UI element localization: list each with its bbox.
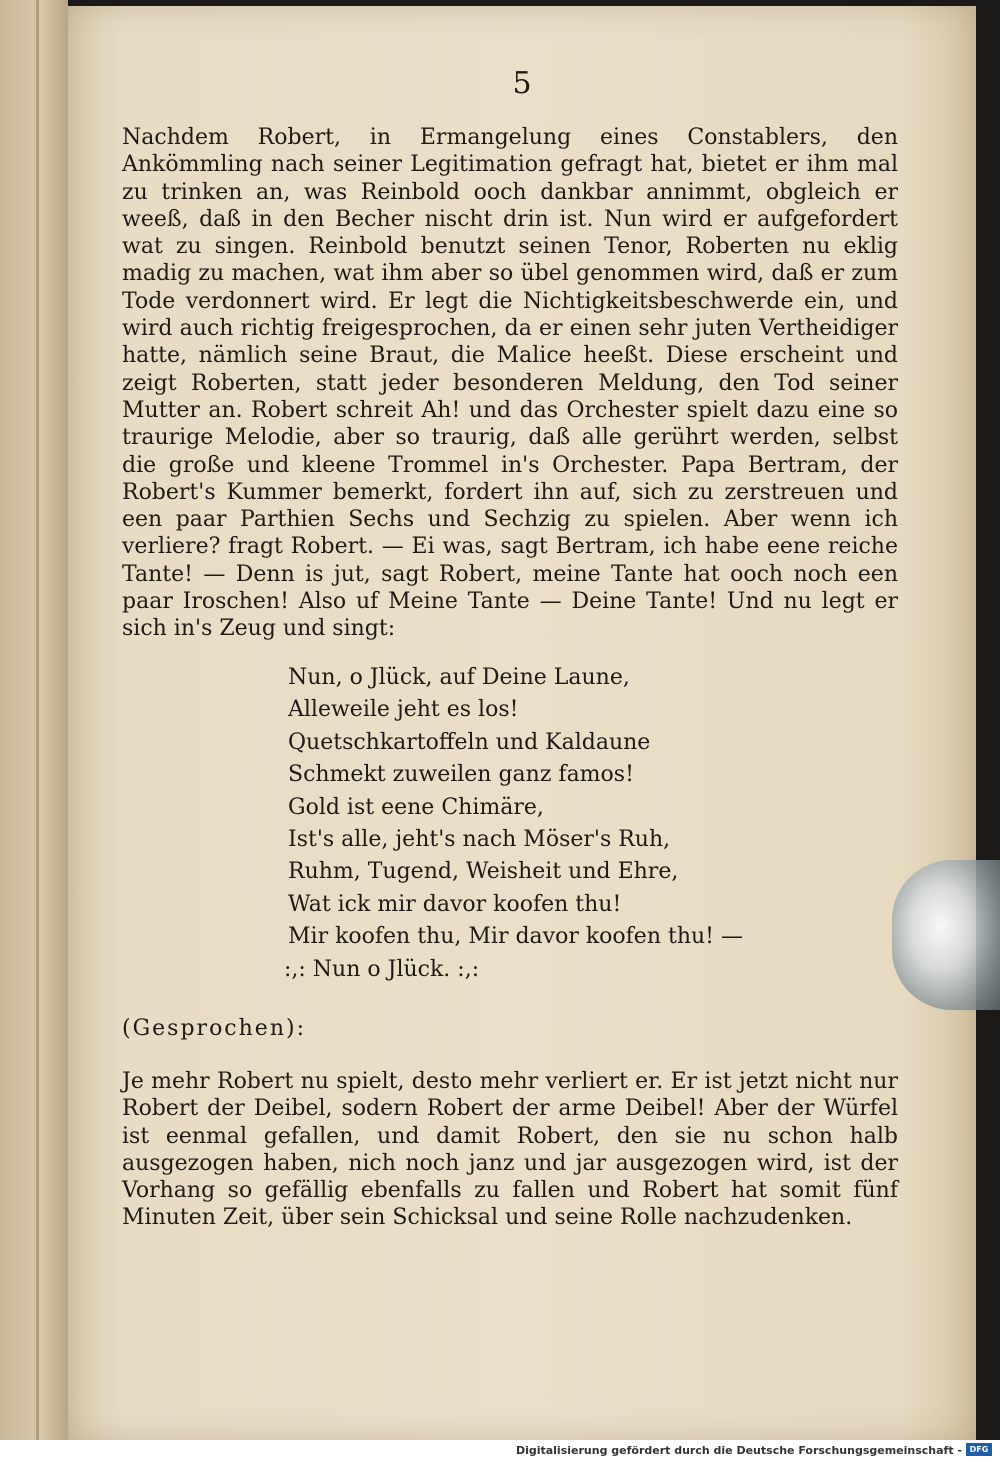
verse-line: Ruhm, Tugend, Weisheit und Ehre,: [288, 859, 679, 885]
page-holder-clip: [892, 860, 1000, 1010]
page-fold-line: [36, 0, 39, 1440]
dfg-logo: DFG: [966, 1443, 992, 1456]
verse-line: Alleweile jeht es los!: [288, 697, 519, 723]
paragraph-narrative: Nachdem Robert, in Ermangelung eines Constablers, den Ankömmling nach seiner Legitimation gefragt hat, bietet er ihm mal zu trinken an, was Reinbold ooch dankbar annimmt, obgleich er weeß, daß in den Becher nischt drin ist. Nun wird er aufgefordert wat zu singen. Reinbold benutzt seinen Tenor, Roberten nu eklig madig zu machen, wat ihm aber so übel genommen wird, daß er zum Tode verdonnert wird. Er legt die Nichtigkeitsbeschwerde ein, und wird auch richtig freigesprochen, da er einen sehr juten Vertheidiger hatte, nämlich seine Braut, die Malice heeßt. Diese erscheint und zeigt Roberten, statt jeder besonderen Meldung, den Tod seiner Mutter an. Robert schreit Ah! und das Orchester spielt dazu eine so traurige Melodie, aber so traurig, daß alle gerührt werden, selbst die große und kleene Trommel in's Orchester. Papa Bertram, der Robert's Kummer bemerkt, fordert ihn auf, sich zu zerstreuen und een paar Parthien Sechs und Sechzig zu spielen. Aber wenn ich verliere? fragt Robert. — Ei was, sagt Bertram, ich habe eene reiche Tante! — Denn is jut, sagt Robert, meine Tante hat ooch noch een paar Iroschen! Also uf Meine Tante — Deine Tante! Und nu legt er sich in's Zeug und singt:: [122, 125, 898, 642]
paragraph-closing: Je mehr Robert nu spielt, desto mehr verliert er. Er ist jetzt nicht nur Robert der Deibel, sodern Robert der arme Deibel! Aber der Würfel ist eenmal gefallen, und damit Robert, den sie nu schon halb ausgezogen haben, nich noch janz und jar ausgezogen wird, ist der Vorhang so gefällig ebenfalls zu fallen und Robert hat somit fünf Minuten Zeit, über sein Schicksal und seine Rolle nachzudenken.: [122, 1069, 898, 1231]
verse-line: Nun, o Jlück, auf Deine Laune,: [288, 665, 630, 690]
verse-line: Mir koofen thu, Mir davor koofen thu! —: [288, 924, 743, 950]
verse-refrain: :,: Nun o Jlück. :,:: [284, 956, 480, 982]
verse-line: Ist's alle, jeht's nach Möser's Ruh,: [288, 827, 671, 853]
digitization-credit: Digitalisierung gefördert durch die Deutsche Forschungsgemeinschaft -: [515, 1444, 962, 1457]
verse-line: Wat ick mir davor koofen thu!: [288, 891, 622, 917]
previous-page-edge: [0, 0, 68, 1440]
page-number: 5: [512, 66, 532, 101]
book-page: [68, 6, 976, 1440]
verse-line: Gold ist eene Chimäre,: [288, 794, 544, 820]
verse-line: Quetschkartoffeln und Kaldaune: [288, 729, 651, 755]
spoken-label: (Gesprochen):: [122, 1016, 306, 1041]
song-verse: [284, 662, 743, 986]
verse-line: Schmekt zuweilen ganz famos!: [288, 762, 634, 788]
